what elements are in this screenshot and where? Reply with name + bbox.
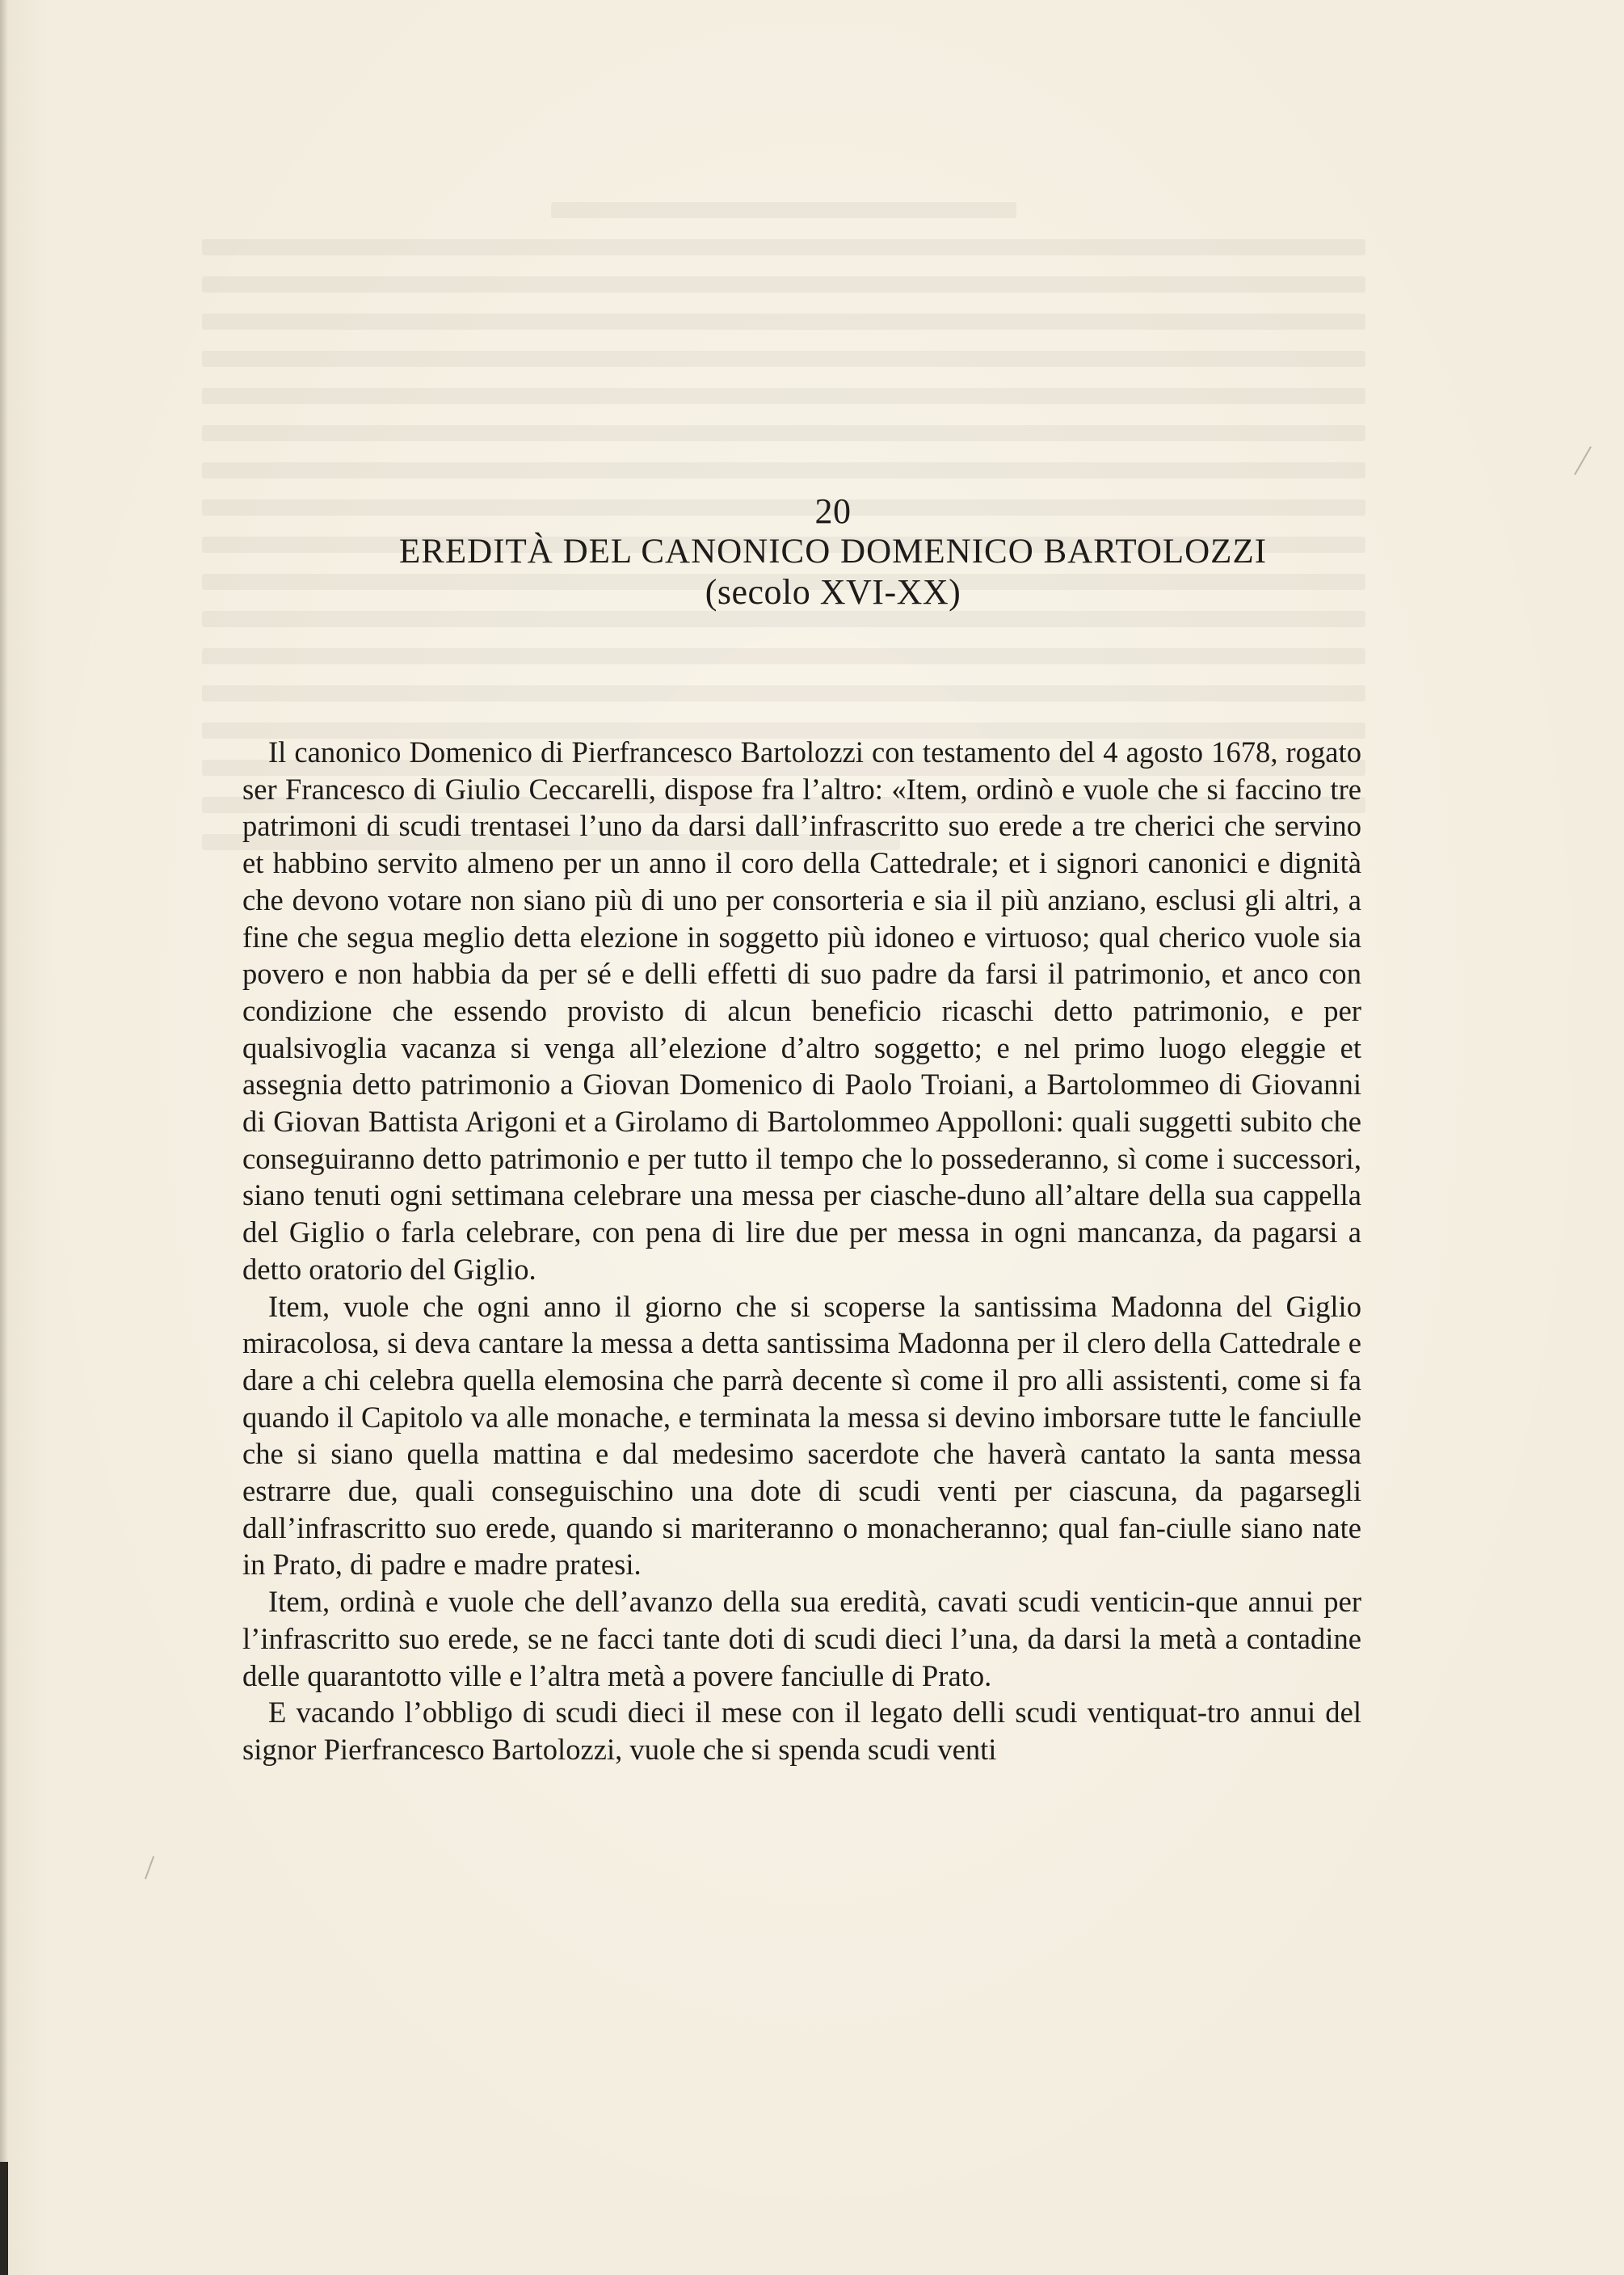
section-subtitle: (secolo XVI-XX) xyxy=(705,572,961,612)
paragraph: Item, vuole che ogni anno il giorno che si scoperse la santissima Madonna del Giglio miracolosa, si deva cantare la messa a detta santissima Madonna per il clero della Cattedrale e dare a chi celebra quella elemosina che parrà decente sì come il pro alli assistenti, come si fa quando il Capitolo va alle monache, e terminata la messa si devino imborsare tutte le fanciulle che si siano quella mattina e dal medesimo sacerdote che haverà cantato la santa messa estrarre due, quali conseguischino una dote di scudi venti per ciascuna, da pagarsegli dall’infrascritto suo erede, quando si mariteranno o monacheranno; qual fan-ciulle siano nate in Prato, di padre e madre pratesi. xyxy=(242,1289,1361,1582)
section-number: 20 xyxy=(814,491,852,531)
page-edge xyxy=(0,0,8,2275)
body-text xyxy=(242,734,1361,1768)
paragraph: Il canonico Domenico di Pierfrancesco Bartolozzi con testamento del 4 agosto 1678, rogato ser Francesco di Giulio Ceccarelli, dispose fra l’altro: «Item, ordinò e vuole che si faccino tre patrimoni di scudi trentasei l’uno da darsi dall’infrascritto suo erede a tre cherici che servino et habbino servito almeno per un anno il coro della Cattedrale; et i signori canonici e dignità che devono votare non siano più di uno per consorteria e sia il più anziano, esclusi gli altri, a fine che segua meglio detta elezione in soggetto più idoneo e virtuoso; qual cherico vuole sia povero e non habbia da per sé e delli effetti di suo padre da farsi il patrimonio, et anco con condizione che essendo provisto di alcun beneficio ricaschi detto patrimonio, e per qualsivoglia vacanza si venga all’elezione d’altro soggetto; e nel primo luogo eleggie et assegnia detto patrimonio a Giovan Domenico di Paolo Troiani, a Bartolommeo di Giovanni di Giovan Battista Arigoni et a Girolamo di Bartolommeo Appolloni: quali suggetti subito che conseguiranno detto patrimonio e per tutto il tempo che lo possederanno, sì come i successori, siano tenuti ogni settimana celebrare una messa per ciasche-duno all’altare della sua cappella del Giglio o farla celebrare, con pena di lire due per messa in ogni mancanza, da pagarsi a detto oratorio del Giglio. xyxy=(242,735,1361,1286)
paragraph: Item, ordinà e vuole che dell’avanzo della sua eredità, cavati scudi venticin-que annui per l’infrascritto suo erede, se ne facci tante doti di scudi dieci l’una, da darsi la metà a contadine delle quarantotto ville e l’altra metà a povere fanciulle di Prato. xyxy=(242,1585,1361,1692)
paragraph: E vacando l’obbligo di scudi dieci il mese con il legato delli scudi ventiquat-tro annui del signor Pierfrancesco Bartolozzi, vuole che si spenda scudi venti xyxy=(242,1696,1361,1766)
page-edge-shadow xyxy=(0,2162,8,2275)
margin-mark xyxy=(1574,446,1592,475)
section-heading xyxy=(242,491,1424,613)
section-title: EREDITÀ DEL CANONICO DOMENICO BARTOLOZZI xyxy=(398,533,1268,571)
margin-mark xyxy=(145,1856,154,1880)
